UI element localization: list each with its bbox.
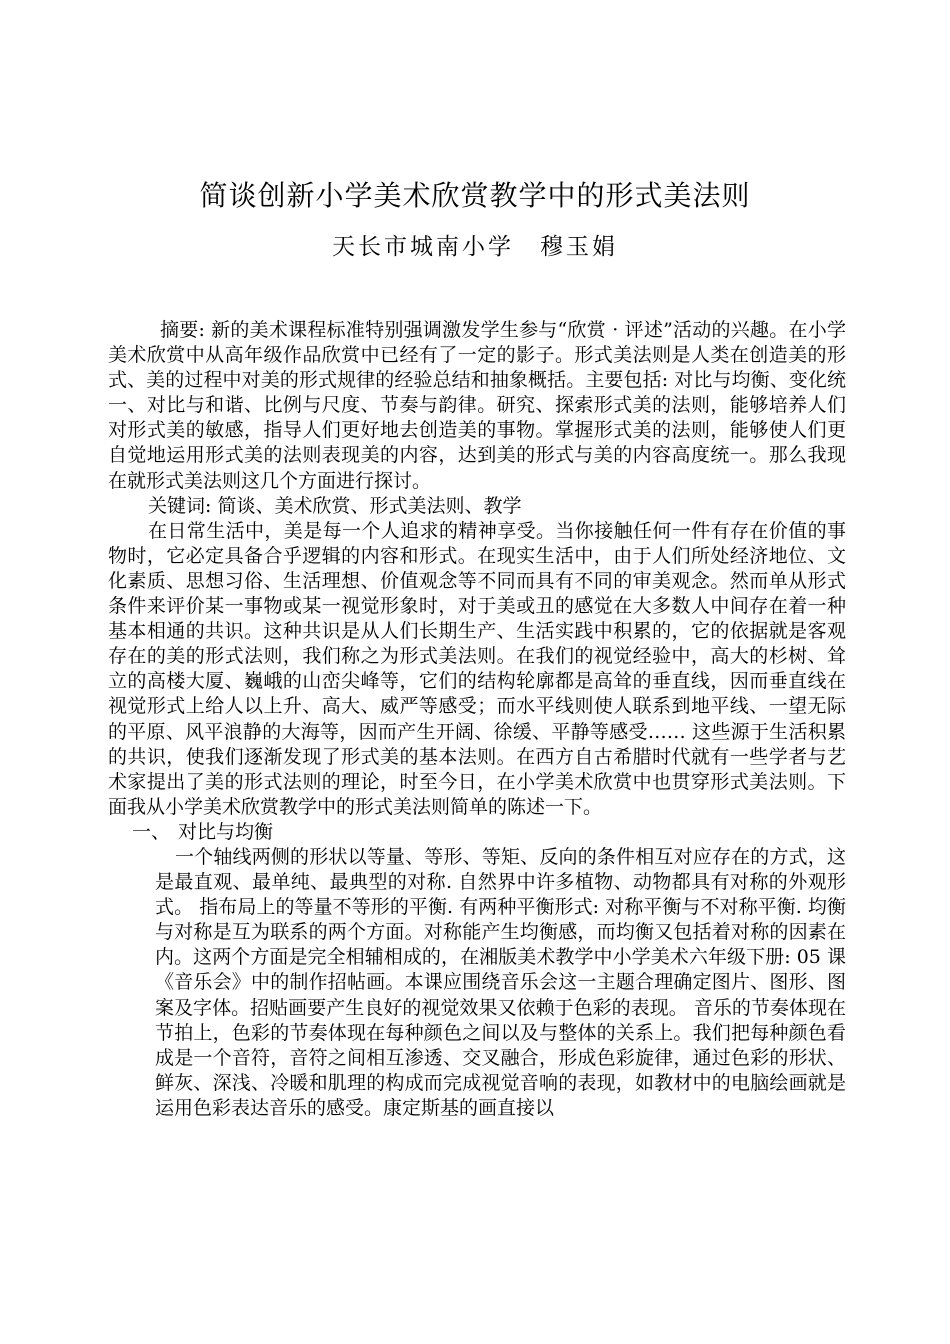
keywords-line: 关键词: 简谈、美术欣赏、形式美法则、教学 bbox=[148, 494, 522, 517]
abstract-paragraph: 摘要: 新的美术课程标准特别强调激发学生参与“欣赏 · 评述”活动的兴趣。在小学美术欣赏中从高年级作品欣赏中已经有了一定的影子。形式美法则是人类在创造美的形式、美的过程中对美的形式规律的经验总结和抽象概括。主要包括: 对比与均衡、变化统一、对比与和谐、比例与尺度、节奏与韵律。研究、探索形式美的法则，能够培养人们对形式美的敏感，指导人们更好地去创造美的事物。掌握形式美的法则，能够使人们更自觉地运用形式美的法则表现美的内容，达到美的形式与美的内容高度统一。那么我现在就形式美法则这几个方面进行探讨。 bbox=[108, 319, 846, 492]
author-line: 天长市城南小学 穆玉娟 bbox=[332, 234, 618, 260]
document-body bbox=[108, 318, 846, 1121]
section-heading-text: 对比与均衡 bbox=[178, 820, 274, 843]
section-number: 一、 bbox=[132, 820, 171, 843]
section-body bbox=[108, 845, 846, 1121]
section-paragraph: 一个轴线两侧的形状以等量、等形、等矩、反向的条件相互对应存在的方式，这是最直观、最单纯、最典型的对称. 自然界中许多植物、动物都具有对称的外观形式。 指布局上的等量不等形的平衡. 有两种平衡形式: 对称平衡与不对称平衡. 均衡与对称是互为联系的两个方面。对称能产生均衡感，而均衡又包括着对称的因素在内。这两个方面是完全相辅相成的，在湘版美术教学中小学美术六年级下册: 05 课 《音乐会》中的制作招帖画。本课应围绕音乐会这一主题合理确定图片、图形、图案及字体。招贴画要产生良好的视觉效果又依赖于色彩的表现。 音乐的节奏体现在节拍上，色彩的节奏体现在每种颜色之间以及与整体的关系上。我们把每种颜色看成是一个音符，音符之间相互渗透、交叉融合，形成色彩旋律，通过色彩的形状、鲜灰、深浅、冷暖和肌理的构成而完成视觉音响的表现，如教材中的电脑绘画就是运用色彩表达音乐的感受。康定斯基的画直接以 bbox=[155, 845, 846, 1119]
intro-paragraph: 在日常生活中，美是每一个人追求的精神享受。当你接触任何一件有存在价值的事物时，它必定具备合乎逻辑的内容和形式。在现实生活中，由于人们所处经济地位、文化素质、思想习俗、生活理想、价值观念等不同而具有不同的审美观念。然而单从形式条件来评价某一事物或某一视觉形象时，对于美或丑的感觉在大多数人中间存在着一种基本相通的共识。这种共识是从人们长期生产、生活实践中积累的，它的依据就是客观存在的美的形式法则，我们称之为形式美法则。在我们的视觉经验中，高大的杉树、耸立的高楼大厦、巍峨的山峦尖峰等，它们的结构轮廓都是高耸的垂直线，因而垂直线在视觉形式上给人以上升、高大、威严等感受；而水平线则使人联系到地平线、一望无际的平原、风平浪静的大海等，因而产生开阔、徐缓、平静等感受…… 这些源于生活积累的共识，使我们逐渐发现了形式美的基本法则。在西方自古希腊时代就有一些学者与艺术家提出了美的形式法则的理论，时至今日，在小学美术欣赏中也贯穿形式美法则。下面我从小学美术欣赏教学中的形式美法则简单的陈述一下。 bbox=[108, 519, 846, 818]
section-heading bbox=[108, 820, 846, 845]
page-title: 简谈创新小学美术欣赏教学中的形式美法则 bbox=[199, 179, 751, 212]
